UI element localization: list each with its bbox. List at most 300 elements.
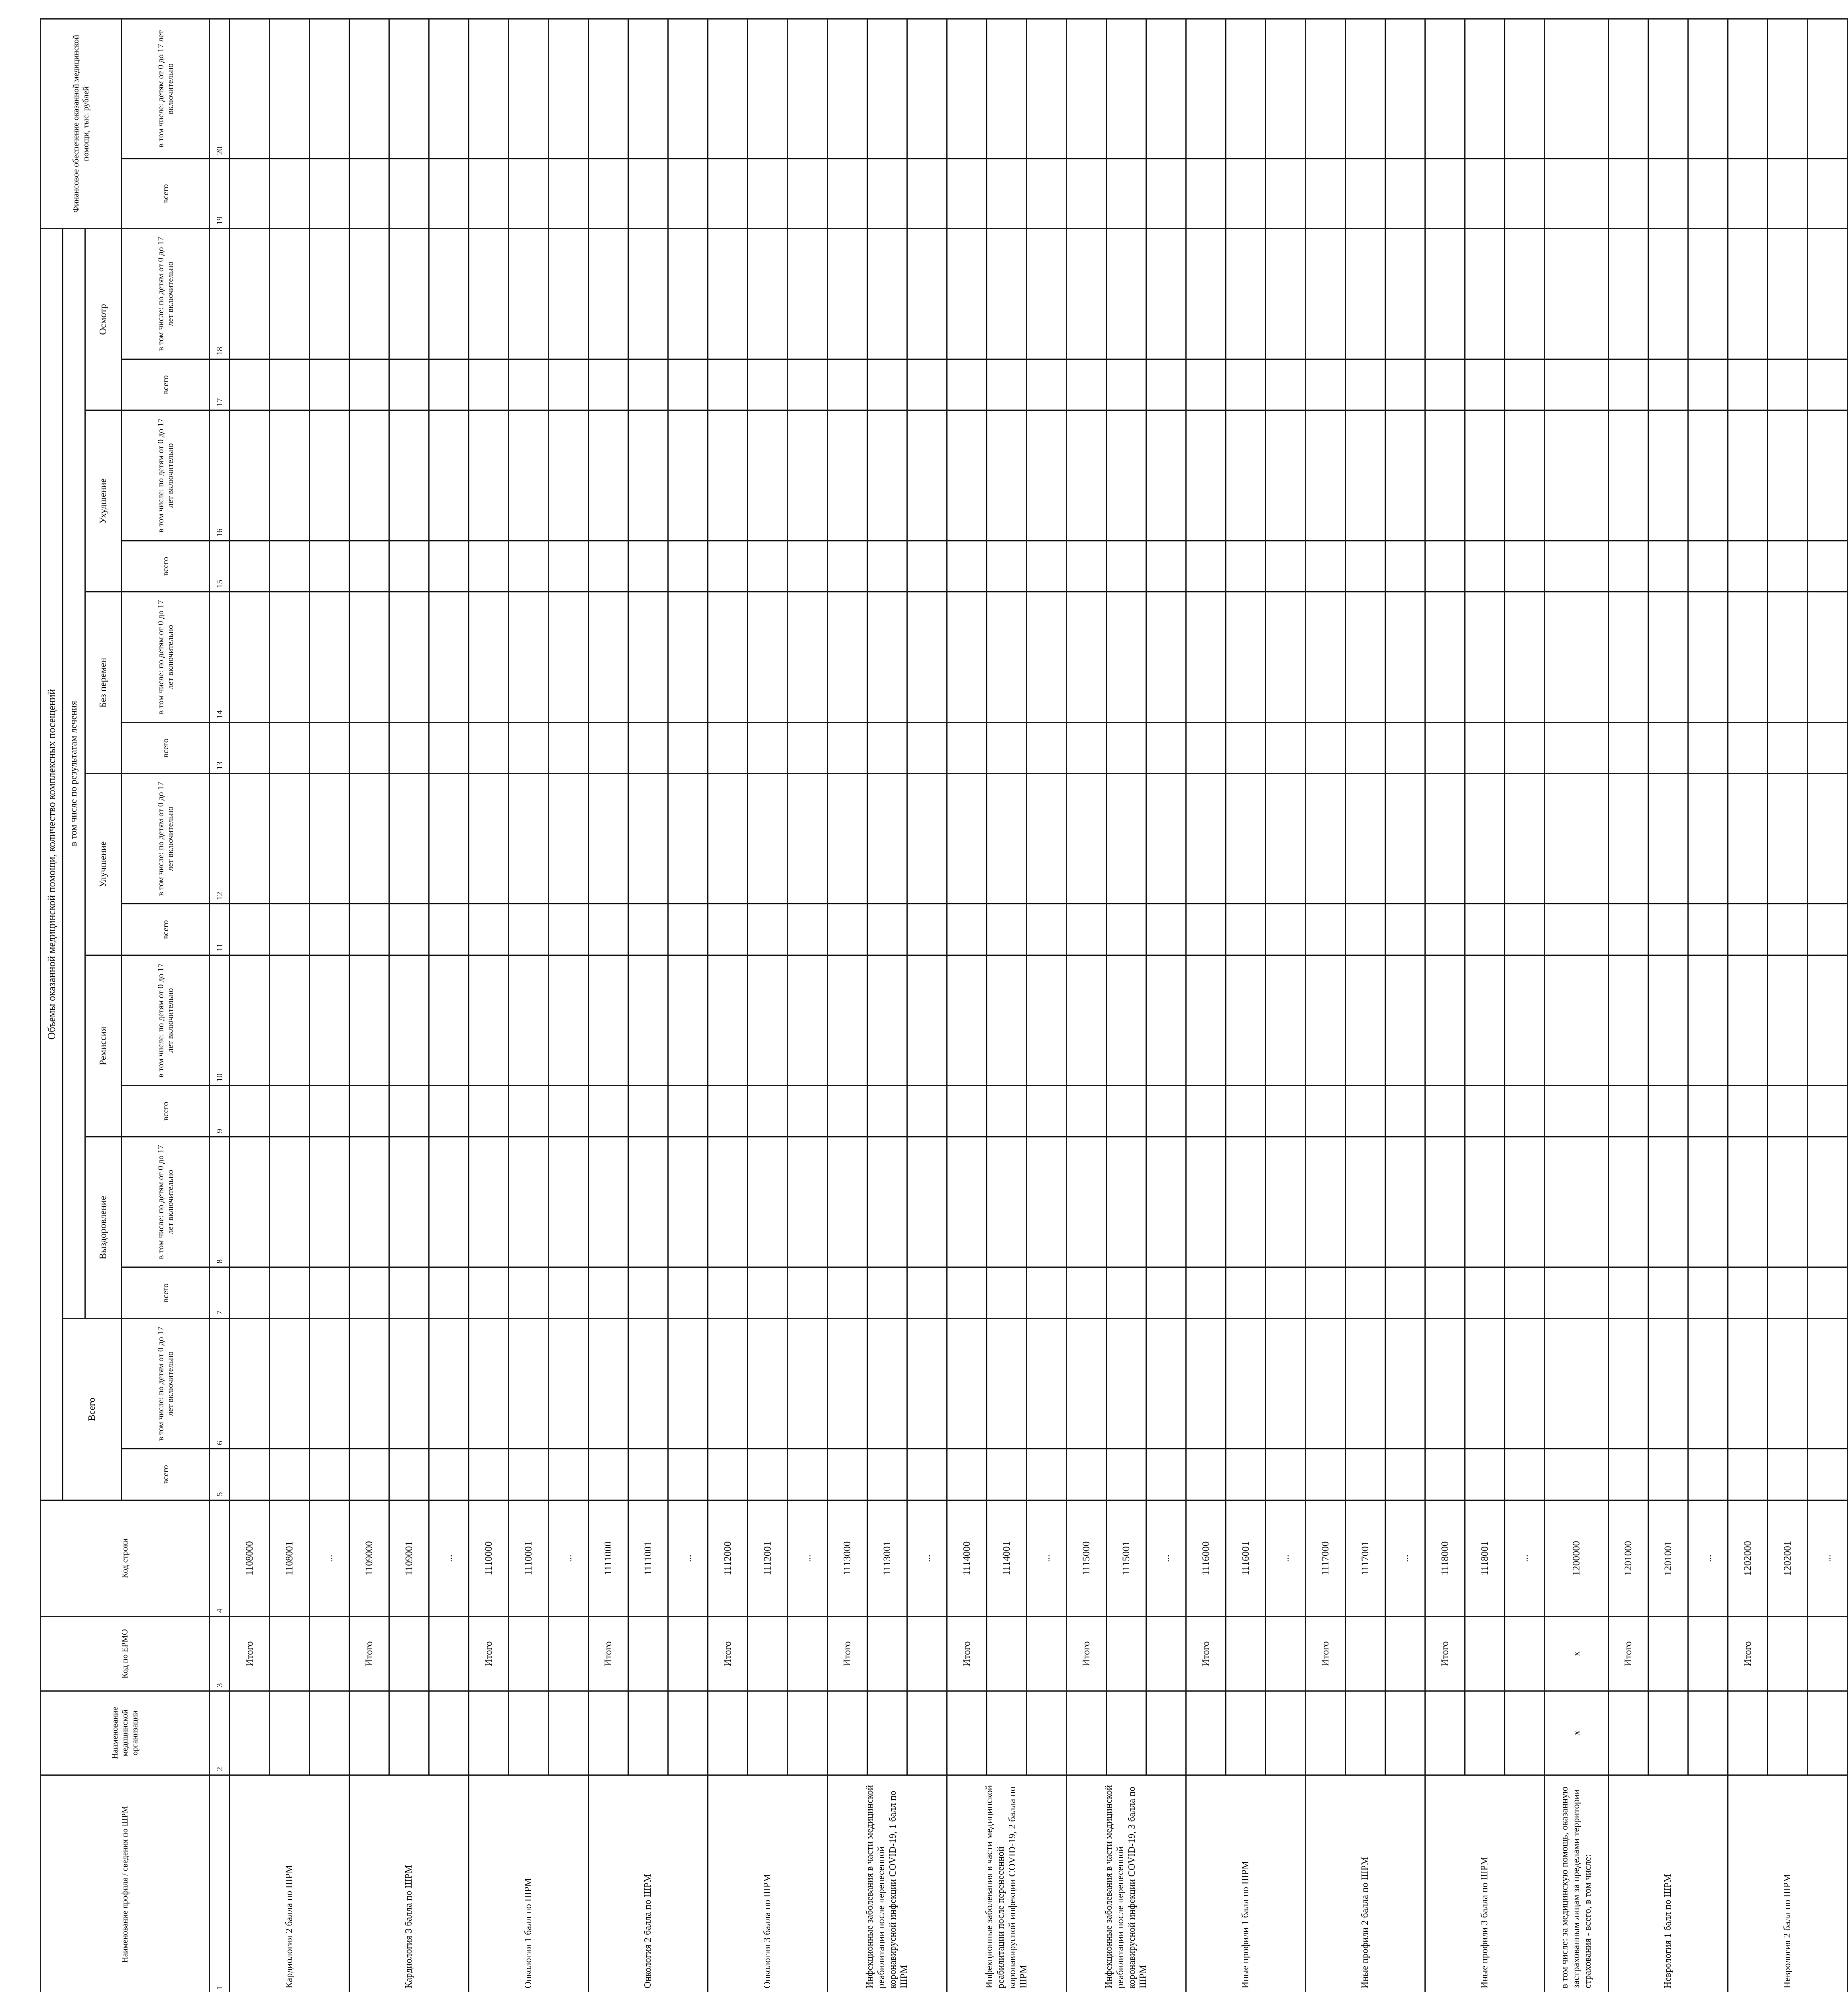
data-cell[interactable] [310, 1086, 349, 1137]
data-cell[interactable] [1027, 410, 1067, 541]
data-cell[interactable] [310, 1449, 349, 1500]
data-cell[interactable] [549, 359, 589, 410]
data-cell[interactable] [947, 19, 987, 159]
data-cell[interactable] [828, 592, 867, 722]
data-cell[interactable] [270, 774, 310, 904]
data-cell[interactable] [1266, 592, 1306, 722]
data-cell[interactable] [1067, 1137, 1106, 1267]
data-cell[interactable] [1186, 1267, 1226, 1319]
data-cell[interactable] [1146, 1449, 1186, 1500]
data-cell[interactable] [628, 359, 668, 410]
data-cell[interactable] [1728, 1267, 1768, 1319]
data-cell[interactable] [1385, 1449, 1425, 1500]
data-cell[interactable] [1808, 410, 1848, 541]
data-cell[interactable] [1306, 19, 1346, 159]
data-cell[interactable] [1385, 1267, 1425, 1319]
data-cell[interactable] [230, 410, 270, 541]
data-cell[interactable] [708, 1086, 748, 1137]
data-cell[interactable] [1728, 722, 1768, 774]
data-cell[interactable] [1346, 904, 1385, 955]
data-cell[interactable] [1027, 592, 1067, 722]
data-cell[interactable] [230, 1318, 270, 1449]
data-cell[interactable] [748, 359, 788, 410]
data-cell[interactable] [1768, 410, 1808, 541]
data-cell[interactable] [828, 229, 867, 359]
data-cell[interactable] [1067, 592, 1106, 722]
data-cell[interactable] [1067, 359, 1106, 410]
data-cell[interactable] [1226, 410, 1266, 541]
data-cell[interactable] [1609, 774, 1648, 904]
data-cell[interactable] [987, 1449, 1027, 1500]
data-cell[interactable] [1346, 1137, 1385, 1267]
data-cell[interactable] [310, 229, 349, 359]
data-cell[interactable] [509, 774, 549, 904]
data-cell[interactable] [1425, 722, 1465, 774]
data-cell[interactable] [509, 19, 549, 159]
data-cell[interactable] [708, 1449, 748, 1500]
data-cell[interactable] [1106, 410, 1146, 541]
data-cell[interactable] [1688, 410, 1728, 541]
data-cell[interactable] [1385, 774, 1425, 904]
data-cell[interactable] [788, 1318, 828, 1449]
data-cell[interactable] [907, 1137, 947, 1267]
data-cell[interactable] [1545, 541, 1609, 592]
data-cell[interactable] [987, 1086, 1027, 1137]
data-cell[interactable] [788, 1086, 828, 1137]
data-cell[interactable] [310, 722, 349, 774]
data-cell[interactable] [1688, 1086, 1728, 1137]
data-cell[interactable] [907, 1086, 947, 1137]
data-cell[interactable] [469, 1137, 509, 1267]
data-cell[interactable] [1067, 541, 1106, 592]
data-cell[interactable] [947, 229, 987, 359]
data-cell[interactable] [1505, 19, 1545, 159]
data-cell[interactable] [1425, 410, 1465, 541]
data-cell[interactable] [788, 19, 828, 159]
data-cell[interactable] [230, 359, 270, 410]
data-cell[interactable] [1266, 1086, 1306, 1137]
data-cell[interactable] [1609, 159, 1648, 228]
data-cell[interactable] [1728, 955, 1768, 1086]
data-cell[interactable] [1545, 1318, 1609, 1449]
data-cell[interactable] [1505, 1449, 1545, 1500]
data-cell[interactable] [1768, 229, 1808, 359]
data-cell[interactable] [1067, 159, 1106, 228]
org-cell[interactable] [230, 1691, 270, 1775]
data-cell[interactable] [349, 1086, 389, 1137]
data-cell[interactable] [509, 592, 549, 722]
data-cell[interactable] [1146, 774, 1186, 904]
data-cell[interactable] [1346, 159, 1385, 228]
data-cell[interactable] [349, 1267, 389, 1319]
data-cell[interactable] [509, 1449, 549, 1500]
data-cell[interactable] [1146, 1086, 1186, 1137]
data-cell[interactable] [310, 1318, 349, 1449]
data-cell[interactable] [1306, 774, 1346, 904]
data-cell[interactable] [708, 592, 748, 722]
data-cell[interactable] [1609, 229, 1648, 359]
data-cell[interactable] [1266, 1449, 1306, 1500]
data-cell[interactable] [708, 1318, 748, 1449]
data-cell[interactable] [1545, 1267, 1609, 1319]
data-cell[interactable] [469, 1086, 509, 1137]
data-cell[interactable] [947, 1449, 987, 1500]
data-cell[interactable] [429, 904, 469, 955]
data-cell[interactable] [310, 19, 349, 159]
data-cell[interactable] [748, 229, 788, 359]
data-cell[interactable] [987, 229, 1027, 359]
data-cell[interactable] [1465, 1449, 1505, 1500]
data-cell[interactable] [748, 19, 788, 159]
data-cell[interactable] [1465, 541, 1505, 592]
data-cell[interactable] [1465, 1137, 1505, 1267]
data-cell[interactable] [668, 722, 708, 774]
data-cell[interactable] [1425, 1137, 1465, 1267]
data-cell[interactable] [947, 904, 987, 955]
data-cell[interactable] [828, 359, 867, 410]
data-cell[interactable] [509, 722, 549, 774]
data-cell[interactable] [907, 541, 947, 592]
data-cell[interactable] [1688, 904, 1728, 955]
data-cell[interactable] [987, 904, 1027, 955]
data-cell[interactable] [828, 159, 867, 228]
data-cell[interactable] [1768, 1318, 1808, 1449]
data-cell[interactable] [1648, 904, 1688, 955]
data-cell[interactable] [1027, 229, 1067, 359]
data-cell[interactable] [748, 1137, 788, 1267]
data-cell[interactable] [429, 722, 469, 774]
data-cell[interactable] [628, 159, 668, 228]
data-cell[interactable] [230, 541, 270, 592]
data-cell[interactable] [947, 359, 987, 410]
data-cell[interactable] [628, 1318, 668, 1449]
data-cell[interactable] [1067, 904, 1106, 955]
data-cell[interactable] [1425, 1267, 1465, 1319]
data-cell[interactable] [668, 1137, 708, 1267]
data-cell[interactable] [748, 1449, 788, 1500]
data-cell[interactable] [230, 1137, 270, 1267]
data-cell[interactable] [1346, 1086, 1385, 1137]
data-cell[interactable] [867, 592, 907, 722]
data-cell[interactable] [1027, 1137, 1067, 1267]
data-cell[interactable] [788, 159, 828, 228]
data-cell[interactable] [788, 410, 828, 541]
data-cell[interactable] [1808, 1449, 1848, 1500]
data-cell[interactable] [549, 541, 589, 592]
data-cell[interactable] [788, 774, 828, 904]
data-cell[interactable] [1346, 19, 1385, 159]
data-cell[interactable] [1728, 774, 1768, 904]
data-cell[interactable] [828, 1267, 867, 1319]
data-cell[interactable] [509, 359, 549, 410]
data-cell[interactable] [1688, 19, 1728, 159]
data-cell[interactable] [549, 904, 589, 955]
data-cell[interactable] [708, 410, 748, 541]
data-cell[interactable] [1465, 19, 1505, 159]
data-cell[interactable] [270, 592, 310, 722]
data-cell[interactable] [1266, 774, 1306, 904]
data-cell[interactable] [1609, 722, 1648, 774]
data-cell[interactable] [1768, 1137, 1808, 1267]
data-cell[interactable] [628, 904, 668, 955]
org-cell[interactable] [1385, 1691, 1425, 1775]
data-cell[interactable] [310, 1267, 349, 1319]
data-cell[interactable] [230, 955, 270, 1086]
data-cell[interactable] [1505, 592, 1545, 722]
data-cell[interactable] [509, 229, 549, 359]
data-cell[interactable] [349, 774, 389, 904]
data-cell[interactable] [469, 955, 509, 1086]
data-cell[interactable] [1146, 541, 1186, 592]
data-cell[interactable] [1609, 592, 1648, 722]
data-cell[interactable] [1106, 159, 1146, 228]
org-cell[interactable] [987, 1691, 1027, 1775]
data-cell[interactable] [549, 774, 589, 904]
data-cell[interactable] [1186, 359, 1226, 410]
data-cell[interactable] [828, 19, 867, 159]
data-cell[interactable] [349, 541, 389, 592]
data-cell[interactable] [310, 592, 349, 722]
data-cell[interactable] [1768, 1086, 1808, 1137]
data-cell[interactable] [907, 410, 947, 541]
data-cell[interactable] [748, 904, 788, 955]
data-cell[interactable] [1505, 1137, 1545, 1267]
data-cell[interactable] [389, 359, 429, 410]
data-cell[interactable] [668, 1449, 708, 1500]
data-cell[interactable] [429, 592, 469, 722]
data-cell[interactable] [429, 159, 469, 228]
data-cell[interactable] [1465, 1086, 1505, 1137]
data-cell[interactable] [1465, 592, 1505, 722]
data-cell[interactable] [1808, 1318, 1848, 1449]
data-cell[interactable] [987, 774, 1027, 904]
org-cell[interactable] [947, 1691, 987, 1775]
data-cell[interactable] [1688, 229, 1728, 359]
data-cell[interactable] [429, 774, 469, 904]
data-cell[interactable] [1346, 955, 1385, 1086]
data-cell[interactable] [867, 19, 907, 159]
data-cell[interactable] [389, 1449, 429, 1500]
data-cell[interactable] [1728, 229, 1768, 359]
data-cell[interactable] [1648, 19, 1688, 159]
data-cell[interactable] [1106, 1086, 1146, 1137]
data-cell[interactable] [1609, 1318, 1648, 1449]
data-cell[interactable] [867, 410, 907, 541]
data-cell[interactable] [867, 774, 907, 904]
data-cell[interactable] [987, 359, 1027, 410]
data-cell[interactable] [1648, 1267, 1688, 1319]
data-cell[interactable] [1346, 774, 1385, 904]
org-cell[interactable] [1346, 1691, 1385, 1775]
data-cell[interactable] [389, 904, 429, 955]
data-cell[interactable] [1465, 410, 1505, 541]
org-cell[interactable] [1425, 1691, 1465, 1775]
data-cell[interactable] [1186, 1318, 1226, 1449]
data-cell[interactable] [1545, 229, 1609, 359]
data-cell[interactable] [867, 1449, 907, 1500]
data-cell[interactable] [1808, 159, 1848, 228]
data-cell[interactable] [1465, 1267, 1505, 1319]
data-cell[interactable] [628, 1449, 668, 1500]
data-cell[interactable] [668, 774, 708, 904]
data-cell[interactable] [708, 722, 748, 774]
data-cell[interactable] [907, 722, 947, 774]
org-cell[interactable] [429, 1691, 469, 1775]
data-cell[interactable] [1385, 19, 1425, 159]
data-cell[interactable] [230, 1086, 270, 1137]
data-cell[interactable] [1226, 1267, 1266, 1319]
data-cell[interactable] [788, 229, 828, 359]
data-cell[interactable] [1226, 159, 1266, 228]
data-cell[interactable] [628, 722, 668, 774]
data-cell[interactable] [1186, 1137, 1226, 1267]
org-cell[interactable] [1728, 1691, 1768, 1775]
data-cell[interactable] [230, 722, 270, 774]
data-cell[interactable] [1688, 592, 1728, 722]
data-cell[interactable] [1067, 1449, 1106, 1500]
data-cell[interactable] [1545, 955, 1609, 1086]
data-cell[interactable] [1106, 1318, 1146, 1449]
data-cell[interactable] [1609, 19, 1648, 159]
data-cell[interactable] [1688, 1137, 1728, 1267]
data-cell[interactable] [1609, 1086, 1648, 1137]
data-cell[interactable] [1106, 904, 1146, 955]
data-cell[interactable] [1186, 541, 1226, 592]
data-cell[interactable] [1346, 592, 1385, 722]
org-cell[interactable] [1067, 1691, 1106, 1775]
org-cell[interactable] [469, 1691, 509, 1775]
data-cell[interactable] [628, 955, 668, 1086]
data-cell[interactable] [549, 955, 589, 1086]
data-cell[interactable] [389, 229, 429, 359]
data-cell[interactable] [549, 592, 589, 722]
data-cell[interactable] [1306, 1267, 1346, 1319]
org-cell[interactable] [1465, 1691, 1505, 1775]
data-cell[interactable] [349, 359, 389, 410]
data-cell[interactable] [1266, 1137, 1306, 1267]
data-cell[interactable] [429, 955, 469, 1086]
data-cell[interactable] [270, 159, 310, 228]
data-cell[interactable] [509, 1318, 549, 1449]
data-cell[interactable] [947, 410, 987, 541]
data-cell[interactable] [987, 1267, 1027, 1319]
data-cell[interactable] [509, 159, 549, 228]
data-cell[interactable] [1027, 541, 1067, 592]
data-cell[interactable] [867, 1318, 907, 1449]
data-cell[interactable] [987, 592, 1027, 722]
data-cell[interactable] [1465, 774, 1505, 904]
data-cell[interactable] [907, 229, 947, 359]
data-cell[interactable] [1266, 722, 1306, 774]
data-cell[interactable] [1067, 774, 1106, 904]
data-cell[interactable] [947, 1086, 987, 1137]
data-cell[interactable] [1648, 410, 1688, 541]
data-cell[interactable] [349, 410, 389, 541]
data-cell[interactable] [429, 1086, 469, 1137]
data-cell[interactable] [389, 19, 429, 159]
data-cell[interactable] [947, 1318, 987, 1449]
data-cell[interactable] [469, 592, 509, 722]
data-cell[interactable] [1027, 159, 1067, 228]
data-cell[interactable] [1067, 722, 1106, 774]
data-cell[interactable] [1186, 722, 1226, 774]
data-cell[interactable] [987, 955, 1027, 1086]
data-cell[interactable] [1106, 229, 1146, 359]
org-cell[interactable] [708, 1691, 748, 1775]
data-cell[interactable] [628, 229, 668, 359]
data-cell[interactable] [389, 955, 429, 1086]
data-cell[interactable] [828, 774, 867, 904]
data-cell[interactable] [1146, 159, 1186, 228]
data-cell[interactable] [549, 19, 589, 159]
data-cell[interactable] [1808, 1086, 1848, 1137]
org-cell[interactable] [1768, 1691, 1808, 1775]
data-cell[interactable] [1505, 774, 1545, 904]
data-cell[interactable] [1346, 541, 1385, 592]
data-cell[interactable] [1545, 722, 1609, 774]
data-cell[interactable] [589, 359, 628, 410]
data-cell[interactable] [230, 1267, 270, 1319]
data-cell[interactable] [1146, 19, 1186, 159]
data-cell[interactable] [1106, 592, 1146, 722]
data-cell[interactable] [1808, 592, 1848, 722]
data-cell[interactable] [1186, 229, 1226, 359]
data-cell[interactable] [1545, 19, 1609, 159]
data-cell[interactable] [349, 229, 389, 359]
data-cell[interactable] [708, 1137, 748, 1267]
data-cell[interactable] [589, 19, 628, 159]
data-cell[interactable] [1385, 359, 1425, 410]
data-cell[interactable] [1385, 592, 1425, 722]
org-cell[interactable] [668, 1691, 708, 1775]
data-cell[interactable] [1768, 541, 1808, 592]
data-cell[interactable] [1688, 955, 1728, 1086]
data-cell[interactable] [1306, 1449, 1346, 1500]
data-cell[interactable] [469, 359, 509, 410]
data-cell[interactable] [1226, 19, 1266, 159]
data-cell[interactable] [349, 722, 389, 774]
data-cell[interactable] [1067, 1086, 1106, 1137]
data-cell[interactable] [1027, 774, 1067, 904]
data-cell[interactable] [1385, 904, 1425, 955]
data-cell[interactable] [1425, 1318, 1465, 1449]
data-cell[interactable] [1609, 410, 1648, 541]
data-cell[interactable] [1306, 229, 1346, 359]
data-cell[interactable] [748, 410, 788, 541]
data-cell[interactable] [1465, 1318, 1505, 1449]
data-cell[interactable] [589, 541, 628, 592]
data-cell[interactable] [1768, 722, 1808, 774]
data-cell[interactable] [1728, 1137, 1768, 1267]
data-cell[interactable] [1505, 722, 1545, 774]
data-cell[interactable] [947, 1267, 987, 1319]
data-cell[interactable] [1768, 904, 1808, 955]
data-cell[interactable] [1425, 955, 1465, 1086]
data-cell[interactable] [748, 774, 788, 904]
data-cell[interactable] [230, 159, 270, 228]
data-cell[interactable] [947, 722, 987, 774]
data-cell[interactable] [349, 904, 389, 955]
data-cell[interactable] [1465, 159, 1505, 228]
org-cell[interactable] [1027, 1691, 1067, 1775]
data-cell[interactable] [1648, 1449, 1688, 1500]
data-cell[interactable] [1648, 159, 1688, 228]
data-cell[interactable] [1545, 904, 1609, 955]
data-cell[interactable] [1186, 592, 1226, 722]
data-cell[interactable] [628, 1086, 668, 1137]
data-cell[interactable] [867, 1086, 907, 1137]
data-cell[interactable] [1728, 1318, 1768, 1449]
